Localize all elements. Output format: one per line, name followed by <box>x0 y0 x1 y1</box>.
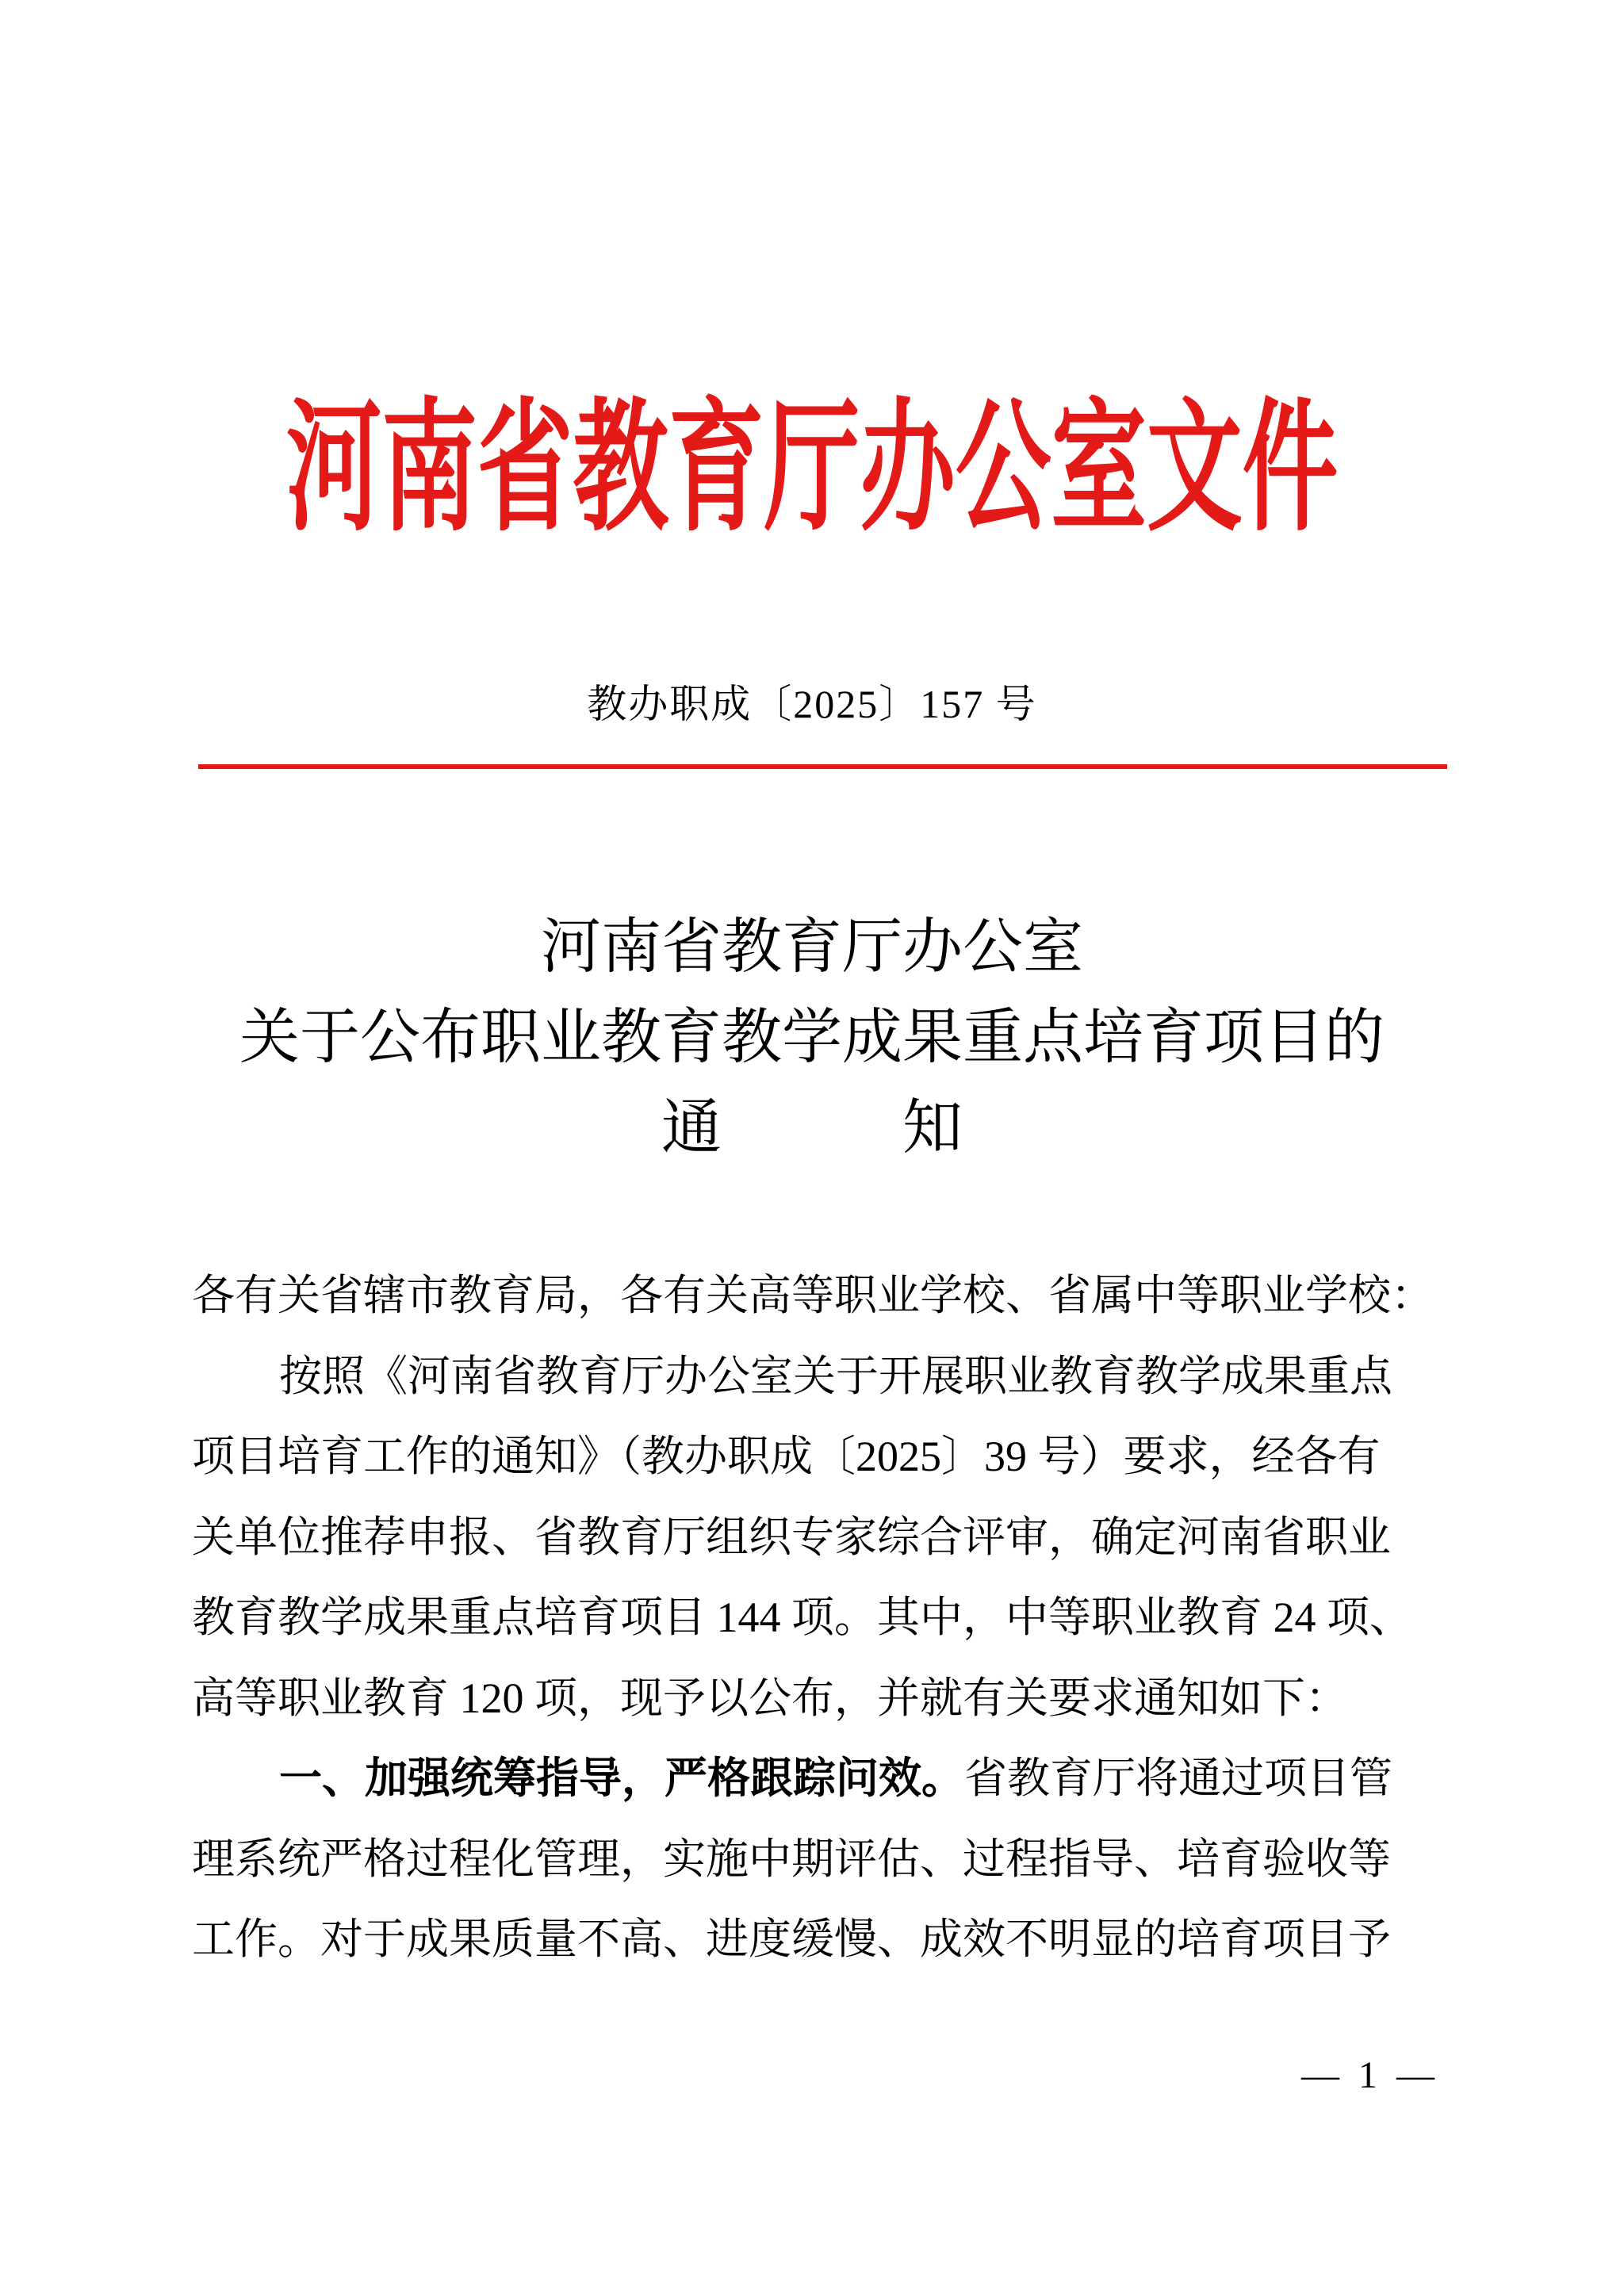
body-line <box>192 1256 1445 1337</box>
letterhead-title: 河南省教育厅办公室文件 <box>285 390 1339 548</box>
text-segment: 关单位推荐申报、省教育厅组织专家综合评审，确定河南省职业 <box>192 1513 1391 1561</box>
body-line <box>192 1659 1445 1739</box>
bold-heading-segment: 一、加强统筹指导，严格跟踪问效。 <box>279 1755 964 1802</box>
text-segment: 理系统严格过程化管理，实施中期评估、过程指导、培育验收等 <box>192 1835 1391 1883</box>
text-segment: 按照《河南省教育厅办公室关于开展职业教育教学成果重点 <box>279 1352 1392 1400</box>
body-line <box>192 1820 1445 1900</box>
body-line <box>192 1578 1445 1659</box>
text-segment: 省教育厅将通过项目管 <box>964 1755 1392 1802</box>
doc-title-org: 河南省教育厅办公室 <box>541 914 1083 981</box>
doc-title-subject: 关于公布职业教育教学成果重点培育项目的 <box>239 1004 1385 1071</box>
body-line <box>192 1337 1445 1418</box>
body-line <box>192 1900 1445 1980</box>
page-number: — 1 — <box>1301 2054 1439 2096</box>
body-line <box>192 1498 1445 1578</box>
red-divider-line <box>198 764 1447 769</box>
text-segment: 高等职业教育 120 项，现予以公布，并就有关要求通知如下： <box>192 1674 1348 1722</box>
body-line <box>192 1739 1445 1820</box>
doc-title <box>0 902 1624 1173</box>
text-segment: 教育教学成果重点培育项目 144 项。其中，中等职业教育 24 项、 <box>192 1594 1412 1641</box>
text-segment: 项目培育工作的通知》（教办职成〔2025〕39 号）要求，经各有 <box>192 1433 1381 1480</box>
body-line <box>192 1417 1445 1498</box>
text-segment: 各有关省辖市教育局，各有关高等职业学校、省属中等职业学校： <box>192 1272 1434 1319</box>
doc-title-notice: 通 知 <box>661 1095 963 1161</box>
doc-number: 教办职成〔2025〕157 号 <box>587 682 1037 726</box>
document-body <box>192 1256 1445 1980</box>
text-segment: 工作。对于成果质量不高、进度缓慢、成效不明显的培育项目予 <box>192 1915 1391 1963</box>
